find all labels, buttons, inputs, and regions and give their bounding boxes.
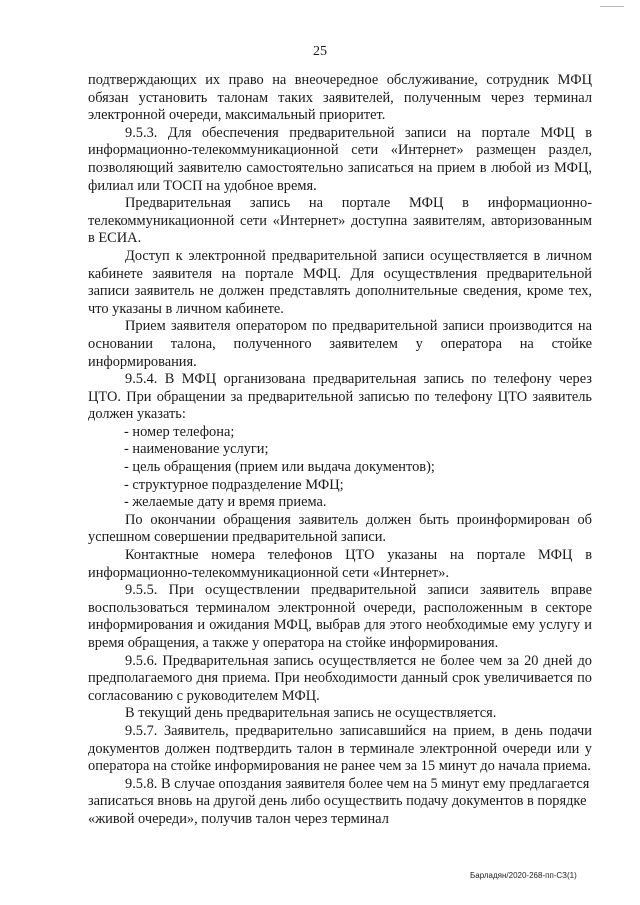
paragraph: 9.5.3. Для обеспечения предварительной записи на портале МФЦ в информационно-телекоммуникационной сети «Интернет» размещен раздел, позволяющий заявителю самостоятельно записаться на прием в любой из МФЦ, филиал или ТОСП на удобное время. bbox=[88, 124, 592, 194]
paragraph: 9.5.8. В случае опоздания заявителя более чем на 5 минут ему предлагается записаться вновь на другой день либо осуществить подачу документов в порядке «живой очереди», получив талон через терминал bbox=[88, 775, 590, 827]
scan-artifact bbox=[600, 6, 624, 7]
list-item: - структурное подразделение МФЦ; bbox=[124, 476, 344, 493]
paragraph: 9.5.6. Предварительная запись осуществляется не более чем за 20 дней до предполагаемого дня приема. При необходимости данный срок увеличивается по согласованию с руководителем МФЦ. bbox=[88, 652, 592, 704]
document-body bbox=[88, 72, 592, 829]
list-item: - цель обращения (прием или выдача документов); bbox=[124, 459, 435, 476]
paragraph: Прием заявителя оператором по предварительной записи производится на основании талона, полученного заявителем у оператора на стойке информирования. bbox=[88, 318, 592, 370]
list-item: - номер телефона; bbox=[124, 423, 235, 440]
paragraph: По окончании обращения заявитель должен быть проинформирован об успешном совершении предварительной записи. bbox=[88, 511, 592, 546]
page-number: 25 bbox=[313, 44, 327, 59]
list-item: - желаемые дату и время приема. bbox=[124, 494, 327, 511]
paragraph: Предварительная запись на портале МФЦ в информационно-телекоммуникационной сети «Интернет» доступна заявителям, авторизованным в ЕСИА. bbox=[88, 195, 592, 247]
paragraph: 9.5.5. При осуществлении предварительной записи заявитель вправе воспользоваться терминалом электронной очереди, расположенным в секторе информирования и ожидания МФЦ, выбрав для этого необходимые ему услугу и время обращения, а также у оператора на стойке информирования. bbox=[88, 582, 592, 651]
paragraph: Доступ к электронной предварительной записи осуществляется в личном кабинете заявителя на портале МФЦ. Для осуществления предварительной записи заявитель не должен представлять дополнительные сведения, кроме тех, что указаны в личном кабинете. bbox=[88, 247, 592, 317]
paragraph: В текущий день предварительная запись не осуществляется. bbox=[125, 705, 497, 722]
paragraph: 9.5.4. В МФЦ организована предварительная запись по телефону через ЦТО. При обращении за предварительной записью по телефону ЦТО заявитель должен указать: bbox=[88, 371, 592, 423]
paragraph: Контактные номера телефонов ЦТО указаны на портале МФЦ в информационно-телекоммуникационной сети «Интернет». bbox=[88, 547, 592, 581]
paragraph: подтверждающих их право на внеочередное обслуживание, сотрудник МФЦ обязан установить талонам таких заявителей, полученным через терминал электронной очереди, максимальный приоритет. bbox=[88, 72, 592, 124]
document-footer-code: Барладян/2020-268-пп-СЗ(1) bbox=[470, 871, 577, 880]
paragraph: 9.5.7. Заявитель, предварительно записавшийся на прием, в день подачи документов должен подтвердить талон в терминале электронной очереди или у оператора на стойке информирования не ранее чем за 15 минут до начала приема. bbox=[88, 722, 592, 775]
list-item: - наименование услуги; bbox=[124, 441, 269, 458]
